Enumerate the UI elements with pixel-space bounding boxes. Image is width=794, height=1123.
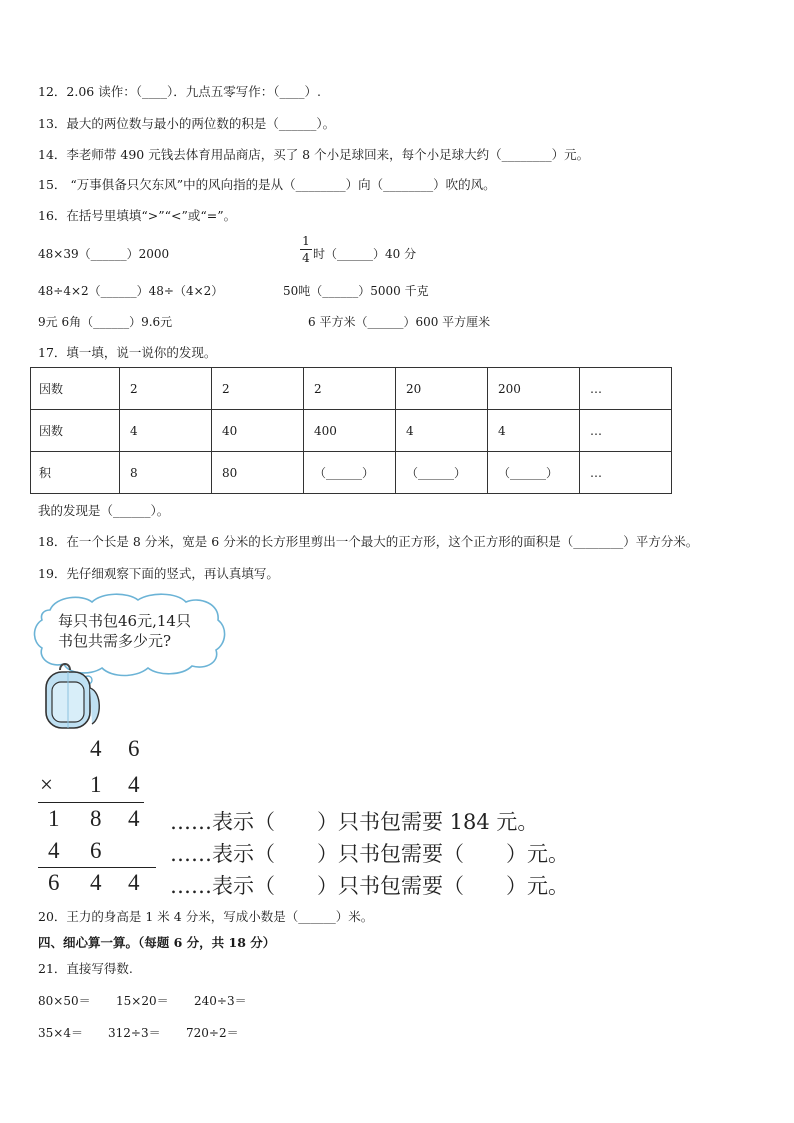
q21-item: 15×20＝ — [116, 994, 169, 1008]
q16-item-b: 时（______）40 分 — [313, 247, 417, 261]
table-row — [31, 368, 672, 410]
digit: 4 — [128, 806, 140, 831]
table-cell: 因数 — [31, 368, 120, 410]
table-row — [31, 452, 672, 494]
q12-line: 12．2.06 读作：（____）．九点五零写作：（____）. — [38, 84, 321, 99]
q20-line: 20．王力的身高是 1 米 4 分米，写成小数是（______）米。 — [38, 909, 374, 924]
q16-item-c: 48÷4×2（______）48÷（4×2） — [38, 284, 224, 298]
table-cell: 40 — [212, 410, 304, 452]
table-cell: 80 — [212, 452, 304, 494]
q16-item-d: 50吨（______）5000 千克 — [283, 284, 429, 298]
q14-line: 14．李老师带 490 元钱去体育用品商店，买了 8 个小足球回来，每个小足球大约（________）元。 — [38, 147, 590, 162]
table-cell: 2 — [212, 368, 304, 410]
q21-line: 21．直接写得数. — [38, 961, 133, 976]
table-cell: 8 — [120, 452, 212, 494]
digit: 4 — [128, 772, 140, 797]
table-cell: … — [580, 410, 672, 452]
vertical-calc — [34, 736, 164, 896]
digit: 6 — [128, 736, 140, 761]
table-cell: 200 — [488, 368, 580, 410]
table-cell: 2 — [120, 368, 212, 410]
section-heading: 四、细心算一算。（每题 6 分，共 18 分） — [38, 935, 276, 950]
digit: 8 — [90, 806, 102, 831]
q17-line: 17．填一填，说一说你的发现。 — [38, 345, 217, 360]
table-cell: … — [580, 368, 672, 410]
q21-item: 312÷3＝ — [108, 1026, 161, 1040]
q17-finding: 我的发现是（______）。 — [38, 503, 170, 518]
table-cell: … — [580, 452, 672, 494]
table-cell: 4 — [396, 410, 488, 452]
digit: 4 — [128, 870, 140, 895]
factors-table — [30, 367, 672, 494]
q16-item-e: 9元 6角（______）9.6元 — [38, 315, 173, 329]
times-sign: × — [40, 772, 53, 797]
table-cell: 20 — [396, 368, 488, 410]
table-cell: （______） — [396, 452, 488, 494]
digit: 4 — [90, 870, 102, 895]
q16-fraction — [300, 234, 312, 265]
digit: 4 — [48, 838, 60, 863]
table-row — [31, 410, 672, 452]
q16-line: 16．在括号里填填“>”“<”或“=”。 — [38, 208, 237, 223]
explain-line-1: ……表示（ ）只书包需要 184 元。 — [170, 810, 539, 834]
explain-line-3: ……表示（ ）只书包需要（ ）元。 — [170, 874, 569, 898]
digit: 6 — [48, 870, 60, 895]
divider-line — [38, 802, 144, 803]
table-cell: 4 — [120, 410, 212, 452]
digit: 1 — [48, 806, 60, 831]
q21-item: 720÷2＝ — [186, 1026, 239, 1040]
bubble-text-1: 每只书包46元,14只 — [58, 612, 191, 630]
table-cell: 400 — [304, 410, 396, 452]
q19-line: 19．先仔细观察下面的竖式，再认真填写。 — [38, 566, 279, 581]
q16-item-a: 48×39（______）2000 — [38, 247, 170, 261]
q21-item: 35×4＝ — [38, 1026, 83, 1040]
fraction-numerator: 1 — [302, 234, 310, 248]
q13-line: 13．最大的两位数与最小的两位数的积是（______）。 — [38, 116, 336, 131]
bubble-text-2: 书包共需多少元? — [58, 632, 172, 650]
table-cell: （______） — [304, 452, 396, 494]
q15-line: 15． “万事俱备只欠东风”中的风向指的是从（________）向（________）吹的风。 — [38, 177, 496, 192]
explain-line-2: ……表示（ ）只书包需要（ ）元。 — [170, 842, 569, 866]
q21-item: 80×50＝ — [38, 994, 91, 1008]
q16-item-f: 6 平方米（______）600 平方厘米 — [308, 315, 491, 329]
table-cell: 积 — [31, 452, 120, 494]
digit: 1 — [90, 772, 102, 797]
table-cell: 2 — [304, 368, 396, 410]
table-cell: 4 — [488, 410, 580, 452]
digit: 4 — [90, 736, 102, 761]
q21-item: 240÷3＝ — [194, 994, 247, 1008]
fraction-denominator: 4 — [302, 251, 310, 265]
fraction-bar — [300, 249, 312, 250]
q18-line: 18．在一个长是 8 分米，宽是 6 分米的长方形里剪出一个最大的正方形，这个正方形的面积是（________）平方分米。 — [38, 534, 699, 549]
table-cell: （______） — [488, 452, 580, 494]
table-cell: 因数 — [31, 410, 120, 452]
digit: 6 — [90, 838, 102, 863]
divider-line — [38, 867, 156, 868]
backpack-icon — [46, 664, 99, 728]
